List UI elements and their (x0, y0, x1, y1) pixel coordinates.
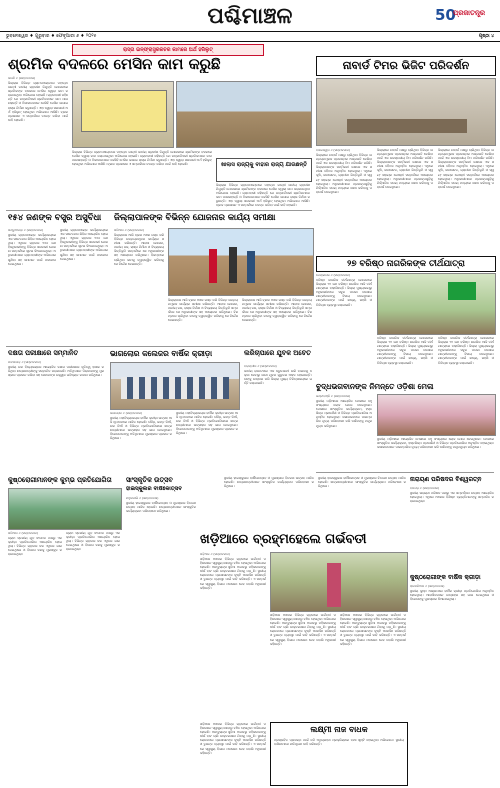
masthead-title: ପଶ୍ଚିମାଞ୍ଚଳ (207, 4, 293, 29)
headline-cultural: ସାଂସ୍କୃତିକ ଉତ୍ସବ (126, 476, 173, 484)
brand-name: ପ୍ରଜାତନ୍ତ୍ର (453, 9, 486, 17)
page-number: ପୃଷ୍ଠା ୪ (478, 34, 494, 39)
headline-scooter: ନାରାୟଣ ପରିଷଦର ବିଶ୍ୱରତ୍ନ (410, 476, 482, 483)
byline-workers: ଭରଣି ୬ (ସମ୍ବାଦଦାତା) (8, 76, 36, 80)
jubilee-logo (435, 6, 495, 30)
headline-fair: ବୁଦ୍ଧଭଗବାନଙ୍କ ନିମନ୍ତେ ଓଡ଼ିଶା ମେଳା (316, 382, 434, 391)
byline-youth: ଖରିଆର ୬ (ସମ୍ବାଦଦାତା) (8, 531, 38, 535)
kicker-text: ରାସ୍ତା ଇନ୍‌ଫ୍ରାସ୍ଟ୍ରକଚର କାମରେ ଅର୍ଥ ହରିଲୁଟ୍ (123, 47, 213, 53)
byline-accident: ବଲାଙ୍ଗୀର ୬ (ସମ୍ବାଦଦାତା) (244, 364, 277, 368)
headline-nabard: ନାବାର୍ଡ ଟିମର ଭିଜିଟ ପରିଦର୍ଶନ (342, 59, 470, 72)
body-fair-1: ସ୍ଥାନୀୟ ପଡ଼ିଆରେ ଆୟୋଜିତ ମେଳାରେ ବହୁ ସଂଖ୍ୟାରେ ଲୋକ ଯୋଗ ଦେଇଥିଲେ। ମେଳାରେ ସାଂସ୍କୃତିକ କାର୍ଯ୍ୟକ୍ରମ, ହସ୍ତଶିଳ୍ପ ପ୍ରଦର୍ଶନୀ ଓ ବିଭିନ୍ନ ପ୍ରତିଯୋଗିତା ଅନୁଷ୍ଠିତ ହୋଇଥିଲା। କଳାକାରମାନେ ପାରମ୍ପରିକ ନୃତ୍ୟ ପରିବେଷଣ କରି ଦର୍ଶକଙ୍କୁ ମନ୍ତ୍ରମୁଗ୍ଧ କରିଥିଲେ। (316, 399, 372, 428)
headline-workers: ଶ୍ରମିକ ବଦଳରେ ମେସିନ କାମ କରୁଛି (8, 55, 221, 73)
body-cultural-3: ସ୍ଥାନୀୟ ହାଇସ୍କୁଲର ବାର୍ଷିକୋତ୍ସବ ଓ ପୁରସ୍କାର ବିତରଣ ଉତ୍ସବ ପାଳିତ ହୋଇଛି। ଛାତ୍ରଛାତ୍ରୀମାନେ ସାଂସ୍କୃତିକ କାର୍ଯ୍ୟକ୍ରମ ପରିବେଷଣ କରିଥିଲେ। (318, 476, 406, 489)
body-sidebar-sports: ସ୍ଥାନୀୟ କୁଷ୍ଠ ଆଶ୍ରମରେ ବାର୍ଷିକ କ୍ରୀଡ଼ା ପ୍ରତିଯୋଗିତା ଅନୁଷ୍ଠିତ ହୋଇଥିଲା। ଆବାସିକମାନେ ଉତ୍ସାହର ସହ ଭାଗ ନେଇଥିଲେ ଓ ବିଜେତାଙ୍କୁ ପୁରସ୍କାର ଦିଆଯାଇଥିଲା। (410, 589, 494, 602)
body-collector-3: ଜିଲ୍ଲାପାଳ ଆଜି ବ୍ଲକ ଅଞ୍ଚଳ ଗସ୍ତ କରି ବିଭିନ୍ନ ଉନ୍ନୟନମୂଳକ କାର୍ଯ୍ୟର ସମୀକ୍ଷା କରିଛନ୍ତି। ଆବାସ ଯୋଜନା, ପାନୀୟ ଜଳ, ରାସ୍ତା ନିର୍ମାଣ ଓ ବିଦ୍ୟାଳୟ ଭିତ୍ତିଭୂମି ସମ୍ପର୍କରେ ସେ ଅଧିକାରୀଙ୍କ ସହ ଆଲୋଚନା କରିଥିଲେ। ବିଳମ୍ବରେ ଚାଲିଥିବା କାମକୁ ତ୍ୱରାନ୍ୱିତ କରିବାକୁ ସେ ନିର୍ଦ୍ଦେଶ ଦେଇଛନ୍ତି। (242, 298, 312, 323)
body-pilgrimage-3: ବରିଷ୍ଠ ନାଗରିକ ତୀର୍ଥଯାତ୍ରା ଯୋଜନାରେ ଜିଲ୍ଲାର ୨୭ ଜଣ ବରିଷ୍ଠ ନାଗରିକ ଆଜି ତୀର୍ଥଯାତ୍ରାରେ ବାହାରିଛନ୍ତି। ଜିଲ୍ଲା ମୁଖ୍ୟାଳୟରୁ ଅଧିକାରୀମାନେ ସବୁଜ ପତାକା ଦେଖାଇ ଯାତ୍ରୀମାନଙ୍କୁ ବିଦାୟ ଦେଇଥିଲେ। ଯାତ୍ରୀମାନଙ୍କ ପାଇଁ ଖାଦ୍ୟ, ରହଣି ଓ ଚିକିତ୍ସା ବ୍ୟବସ୍ଥା କରାଯାଇଛି। (438, 336, 494, 365)
photo-signboard (72, 81, 174, 148)
subhead-box (216, 158, 312, 182)
body-workers-tail: ଜିଲ୍ଲାର ବିଭିନ୍ନ ଗ୍ରାମପଞ୍ଚାୟତରେ ମହାତ୍ମା ଗାନ୍ଧୀ ଜାତୀୟ ଗ୍ରାମୀଣ ନିଯୁକ୍ତି ଯୋଜନାରେ ଶ୍ରମିକଙ୍କ ବଦଳରେ ମେସିନ ଦ୍ୱାରା କାମ କରାଯାଉଥିବା ଅଭିଯୋଗ ହୋଇଛି। ଗ୍ରାମବାସୀ କହିଛନ୍ତି ଯେ ଜବ୍‌କାର୍ଡଧାରୀ ଶ୍ରମିକମାନେ କାମ ପାଉନାହାନ୍ତି ଓ ଠିକାଦାରମାନେ ଜେସିବି ମେସିନ ଲଗାଇ ରାସ୍ତା ନିର୍ମାଣ କରୁଛନ୍ତି। ଏହା ଦ୍ୱାରା ସରକାରୀ ଅର୍ଥ ହରିଲୁଟ୍ ହେଉଥିବା ଅଭିଯୋଗ ଆସିଛି। ବ୍ଲକ ପ୍ରଶାସନ ଏ ସମ୍ପର୍କରେ ତଦନ୍ତ କରିବା ପାଇଁ ଦାବି ହୋଇଛି। (216, 183, 310, 207)
photo-road-work (176, 81, 312, 148)
byline-pregnant: ଖଡ଼ିଆଳ ୬ (ସମ୍ବାଦଦାତା) (200, 552, 230, 556)
subhead-text: ଖାଲାସ ରାଜ୍ୟକୁ ବାହାର ରାଜ୍ୟ ଯାଉଛନ୍ତି (220, 162, 308, 168)
jubilee-number: 50 (435, 6, 456, 24)
body-nabard-3: ଜିଲ୍ଲାରେ ନାବାର୍ଡ ପକ୍ଷରୁ ଚାଲିଥିବା ବିଭିନ୍ନ ଉନ୍ନୟନମୂଳକ ପ୍ରକଳ୍ପର ଅଗ୍ରଗତି ଦେଖିବା ପାଇଁ ଏକ ଉଚ୍ଚସ୍ତରୀୟ ଟିମ ପରିଦର୍ଶନ କରିଛି। ଜିଲ୍ଲାପାଳଙ୍କ ସମ୍ମିଳନୀ କକ୍ଷରେ ଏକ ସମୀକ୍ଷା ବୈଠକ ଅନୁଷ୍ଠିତ ହୋଇଥିଲା। ଏଥିରେ କୃଷି, ଜଳସେଚନ, ଗ୍ରାମୀଣ ଭିତ୍ତିଭୂମି ଓ ସ୍ୱୟଂ ସହାୟକ ଗୋଷ୍ଠୀ ସମ୍ପର୍କରେ ଆଲୋଚନା ହୋଇଥିଲା। ଅଧିକାରୀମାନେ ପ୍ରକଳ୍ପଗୁଡ଼ିକୁ ନିର୍ଦ୍ଧାରିତ ସମୟ ମଧ୍ୟରେ ଶେଷ କରିବାକୁ ପରାମର୍ଶ ଦେଇଥିଲେ। (438, 148, 494, 189)
body-pilgrimage-2: ବରିଷ୍ଠ ନାଗରିକ ତୀର୍ଥଯାତ୍ରା ଯୋଜନାରେ ଜିଲ୍ଲାର ୨୭ ଜଣ ବରିଷ୍ଠ ନାଗରିକ ଆଜି ତୀର୍ଥଯାତ୍ରାରେ ବାହାରିଛନ୍ତି। ଜିଲ୍ଲା ମୁଖ୍ୟାଳୟରୁ ଅଧିକାରୀମାନେ ସବୁଜ ପତାକା ଦେଖାଇ ଯାତ୍ରୀମାନଙ୍କୁ ବିଦାୟ ଦେଇଥିଲେ। ଯାତ୍ରୀମାନଙ୍କ ପାଇଁ ଖାଦ୍ୟ, ରହଣି ଓ ଚିକିତ୍ସା ବ୍ୟବସ୍ଥା କରାଯାଇଛି। (377, 336, 433, 365)
byline-nabard: ବାଲେଶ୍ୱର ୬ (ସମ୍ବାଦଦାତା) (316, 148, 350, 152)
byline-cultural: ମହୁଲପାଲି ୬ (ସମ୍ବାଦଦାତା) (126, 496, 159, 500)
headline-meeting: ୧୫୪ ଜଣଙ୍କ ବସ୍ତ୍ର ଅସୁବିଧା (8, 213, 102, 223)
headline-lakshmi: ଲକ୍ଷ୍ମୀ ନାଜ ବାଧକ (310, 725, 368, 734)
body-nabard-1: ଜିଲ୍ଲାରେ ନାବାର୍ଡ ପକ୍ଷରୁ ଚାଲିଥିବା ବିଭିନ୍ନ ଉନ୍ନୟନମୂଳକ ପ୍ରକଳ୍ପର ଅଗ୍ରଗତି ଦେଖିବା ପାଇଁ ଏକ ଉଚ୍ଚସ୍ତରୀୟ ଟିମ ପରିଦର୍ଶନ କରିଛି। ଜିଲ୍ଲାପାଳଙ୍କ ସମ୍ମିଳନୀ କକ୍ଷରେ ଏକ ସମୀକ୍ଷା ବୈଠକ ଅନୁଷ୍ଠିତ ହୋଇଥିଲା। ଏଥିରେ କୃଷି, ଜଳସେଚନ, ଗ୍ରାମୀଣ ଭିତ୍ତିଭୂମି ଓ ସ୍ୱୟଂ ସହାୟକ ଗୋଷ୍ଠୀ ସମ୍ପର୍କରେ ଆଲୋଚନା ହୋଇଥିଲା। ଅଧିକାରୀମାନେ ପ୍ରକଳ୍ପଗୁଡ଼ିକୁ ନିର୍ଦ୍ଧାରିତ ସମୟ ମଧ୍ୟରେ ଶେଷ କରିବାକୁ ପରାମର୍ଶ ଦେଇଥିଲେ। (316, 153, 372, 194)
headline-accident: ଲରିଚାପାରେ ଯୁବକ ଅଚେତ (244, 349, 311, 357)
body-pilgrimage-1: ବରିଷ୍ଠ ନାଗରିକ ତୀର୍ଥଯାତ୍ରା ଯୋଜନାରେ ଜିଲ୍ଲାର ୨୭ ଜଣ ବରିଷ୍ଠ ନାଗରିକ ଆଜି ତୀର୍ଥଯାତ୍ରାରେ ବାହାରିଛନ୍ତି। ଜିଲ୍ଲା ମୁଖ୍ୟାଳୟରୁ ଅଧିକାରୀମାନେ ସବୁଜ ପତାକା ଦେଖାଇ ଯାତ୍ରୀମାନଙ୍କୁ ବିଦାୟ ଦେଇଥିଲେ। ଯାତ୍ରୀମାନଙ୍କ ପାଇଁ ଖାଦ୍ୟ, ରହଣି ଓ ଚିକିତ୍ସା ବ୍ୟବସ୍ଥା କରାଯାଇଛି। (316, 278, 372, 307)
photo-collector (168, 228, 314, 296)
photo-fair (377, 394, 496, 436)
headline-box-pilgrimage (316, 256, 496, 272)
headline-box-nabard (316, 56, 496, 76)
body-youth-1: ଗ୍ରାମ ସ୍ତରୀୟ ଯୁବ ସଂଗଠନ ପକ୍ଷରୁ ଏକ କ୍ରୀଡ଼ା ପ୍ରତିଯୋଗିତା ଆୟୋଜିତ ହୋଇଥିଲା। ବିଭିନ୍ନ ଗ୍ରାମର ଦଳ ଏଥିରେ ଭାଗ ନେଇଥିଲେ ଓ ବିଜେତା ଦଳକୁ ପୁରସ୍କୃତ କରାଯାଇଥିଲା। (8, 536, 62, 557)
headline-sports: ଦକ୍ଷତା ପରୀକ୍ଷାରେ ସମ୍ମାନିତ (8, 349, 79, 357)
byline-sports: ପାଟଣାଗଡ଼ ୬ (ସମ୍ବାଦଦାତା) (8, 360, 41, 364)
body-pregnant-1: ଖଡ଼ିଆଳ ଅଞ୍ଚଳର ବିଭିନ୍ନ ଗ୍ରାମରେ ଗର୍ଭବତୀ ମହିଳାମାନେ ସ୍ୱାସ୍ଥ୍ୟ ସେବାରୁ ବଞ୍ଚିତ ହେଉଥିବା ଅଭିଯୋଗ ହୋଇଛି। ଆମ୍ବୁଲାନ୍ସ ସୁବିଧା ଅଭାବରୁ ମହିଳାମାନଙ୍କୁ ଦୀର୍ଘ ବାଟ ଚାଲି ଡାକ୍ତରଖାନା ଯିବାକୁ ପଡ଼ୁଛି। ସ୍ଥାନୀୟ ଲୋକମାନେ ପ୍ରଶାସନଙ୍କ ଦୃଷ୍ଟି ଆକର୍ଷଣ କରିଛନ୍ତି ଓ ତୁରନ୍ତ ବ୍ୟବସ୍ଥା ପାଇଁ ଦାବି କରିଛନ୍ତି। ଏ ସମ୍ପର୍କରେ ସ୍ୱାସ୍ଥ୍ୟ ବିଭାଗ ପଦକ୍ଷେପ ନେବ ବୋଲି ଅଧିକାରୀ କହିଛନ୍ତି। (200, 557, 266, 590)
byline-pilgrimage: ଡେଙ୍କାନାଳ ୬ (ସମ୍ବାଦଦାତା) (316, 273, 350, 277)
body-cultural-2: ସ୍ଥାନୀୟ ହାଇସ୍କୁଲର ବାର୍ଷିକୋତ୍ସବ ଓ ପୁରସ୍କାର ବିତରଣ ଉତ୍ସବ ପାଳିତ ହୋଇଛି। ଛାତ୍ରଛାତ୍ରୀମାନେ ସାଂସ୍କୃତିକ କାର୍ଯ୍ୟକ୍ରମ ପରିବେଷଣ କରିଥିଲେ। (224, 476, 314, 489)
photo-youth (8, 488, 122, 530)
subhead-cultural: ହାଇସ୍କୁଲର ବାର୍ଷିକୋତ୍ସବ (126, 486, 182, 492)
body-workers: ଜିଲ୍ଲାର ବିଭିନ୍ନ ଗ୍ରାମପଞ୍ଚାୟତରେ ମହାତ୍ମା ଗାନ୍ଧୀ ଜାତୀୟ ଗ୍ରାମୀଣ ନିଯୁକ୍ତି ଯୋଜନାରେ ଶ୍ରମିକଙ୍କ ବଦଳରେ ମେସିନ ଦ୍ୱାରା କାମ କରାଯାଉଥିବା ଅଭିଯୋଗ ହୋଇଛି। ଗ୍ରାମବାସୀ କହିଛନ୍ତି ଯେ ଜବ୍‌କାର୍ଡଧାରୀ ଶ୍ରମିକମାନେ କାମ ପାଉନାହାନ୍ତି ଓ ଠିକାଦାରମାନେ ଜେସିବି ମେସିନ ଲଗାଇ ରାସ୍ତା ନିର୍ମାଣ କରୁଛନ୍ତି। ଏହା ଦ୍ୱାରା ସରକାରୀ ଅର୍ଥ ହରିଲୁଟ୍ ହେଉଥିବା ଅଭିଯୋଗ ଆସିଛି। ବ୍ଲକ ପ୍ରଶାସନ ଏ ସମ୍ପର୍କରେ ତଦନ୍ତ କରିବା ପାଇଁ ଦାବି ହୋଇଛି। (8, 81, 68, 122)
body-workers-cont: ଜିଲ୍ଲାର ବିଭିନ୍ନ ଗ୍ରାମପଞ୍ଚାୟତରେ ମହାତ୍ମା ଗାନ୍ଧୀ ଜାତୀୟ ଗ୍ରାମୀଣ ନିଯୁକ୍ତି ଯୋଜନାରେ ଶ୍ରମିକଙ୍କ ବଦଳରେ ମେସିନ ଦ୍ୱାରା କାମ କରାଯାଉଥିବା ଅଭିଯୋଗ ହୋଇଛି। ଗ୍ରାମବାସୀ କହିଛନ୍ତି ଯେ ଜବ୍‌କାର୍ଡଧାରୀ ଶ୍ରମିକମାନେ କାମ ପାଉନାହାନ୍ତି ଓ ଠିକାଦାରମାନେ ଜେସିବି ମେସିନ ଲଗାଇ ରାସ୍ତା ନିର୍ମାଣ କରୁଛନ୍ତି। ଏହା ଦ୍ୱାରା ସରକାରୀ ଅର୍ଥ ହରିଲୁଟ୍ ହେଉଥିବା ଅଭିଯୋଗ ଆସିଛି। ବ୍ଲକ ପ୍ରଶାସନ ଏ ସମ୍ପର୍କରେ ତଦନ୍ତ କରିବା ପାଇଁ ଦାବି ହୋଇଛି। (72, 150, 212, 167)
headline-sidebar-sports: କୁଷ୍ଠରୋଗୀଙ୍କ ବାର୍ଷିକ କ୍ରୀଡ଼ା (410, 574, 481, 581)
body-pregnant-3: ଖଡ଼ିଆଳ ଅଞ୍ଚଳର ବିଭିନ୍ନ ଗ୍ରାମରେ ଗର୍ଭବତୀ ମହିଳାମାନେ ସ୍ୱାସ୍ଥ୍ୟ ସେବାରୁ ବଞ୍ଚିତ ହେଉଥିବା ଅଭିଯୋଗ ହୋଇଛି। ଆମ୍ବୁଲାନ୍ସ ସୁବିଧା ଅଭାବରୁ ମହିଳାମାନଙ୍କୁ ଦୀର୍ଘ ବାଟ ଚାଲି ଡାକ୍ତରଖାନା ଯିବାକୁ ପଡ଼ୁଛି। ସ୍ଥାନୀୟ ଲୋକମାନେ ପ୍ରଶାସନଙ୍କ ଦୃଷ୍ଟି ଆକର୍ଷଣ କରିଛନ୍ତି ଓ ତୁରନ୍ତ ବ୍ୟବସ୍ଥା ପାଇଁ ଦାବି କରିଛନ୍ତି। ଏ ସମ୍ପର୍କରେ ସ୍ୱାସ୍ଥ୍ୟ ବିଭାଗ ପଦକ୍ଷେପ ନେବ ବୋଲି ଅଧିକାରୀ କହିଛନ୍ତି। (340, 613, 406, 646)
divider (6, 346, 312, 347)
body-meeting-1: ସ୍ଥାନୀୟ ଗ୍ରାମପଞ୍ଚାୟତ କାର୍ଯ୍ୟାଳୟରେ ଏକ ସଚେତନତା ଶିବିର ଆୟୋଜିତ ହୋଇଥିଲା। ଏଥିରେ ଗ୍ରାମର ୧୫୪ ଜଣ ହିତାଧିକାରୀଙ୍କୁ ବିଭିନ୍ନ ସରକାରୀ ଯୋଜନା ସମ୍ପର୍କରେ ସୂଚନା ଦିଆଯାଇଥିଲା। ଅଧିକାରୀମାନେ ଗ୍ରାମବାସୀଙ୍କ ଅଭିଯୋଗ ଶୁଣିବା ସହ ସମାଧାନ ପାଇଁ ପଦକ୍ଷେପ ନେଇଥିଲେ। (8, 233, 56, 266)
byline-college: ଭାଗଲୋର ୬ (ସମ୍ବାଦଦାତା) (110, 411, 143, 415)
byline-scooter: ବରଗଡ଼ ୬ (ସମ୍ବାଦଦାତା) (410, 486, 440, 490)
body-cultural: ସ୍ଥାନୀୟ ହାଇସ୍କୁଲର ବାର୍ଷିକୋତ୍ସବ ଓ ପୁରସ୍କାର ବିତରଣ ଉତ୍ସବ ପାଳିତ ହୋଇଛି। ଛାତ୍ରଛାତ୍ରୀମାନେ ସାଂସ୍କୃତିକ କାର୍ଯ୍ୟକ୍ରମ ପରିବେଷଣ କରିଥିଲେ। (126, 501, 196, 514)
body-scooter: ସ୍ଥାନୀୟ ନାରାୟଣ ପରିଷଦ ପକ୍ଷରୁ ଏକ ସମ୍ବର୍ଦ୍ଧନା ଉତ୍ସବ ଆୟୋଜିତ ହୋଇଥିଲା। ଏଥିରେ ଅଞ୍ଚଳର ବିଶିଷ୍ଟ ବ୍ୟକ୍ତିମାନଙ୍କୁ ସମ୍ମାନିତ କରାଯାଇଥିଲା। (410, 491, 494, 504)
body-lakshmi: ପ୍ରସ୍ତାବିତ ପ୍ରକଳ୍ପ ପାଇଁ ଜମି ଅଧିଗ୍ରହଣ ପ୍ରକ୍ରିୟାରେ ବାଧା ସୃଷ୍ଟି ହୋଇଥିବା ଅଭିଯୋଗ। ସ୍ଥାନୀୟ ବାସିନ୍ଦାମାନେ କ୍ଷତିପୂରଣ ଦାବି କରିଛନ୍ତି। (274, 738, 404, 747)
photo-college-group (110, 362, 240, 410)
headline-pilgrimage: ୨୭ ବରିଷ୍ଠ ନାଗରିକଙ୍କ ତୀର୍ଥଯାତ୍ରା (347, 259, 465, 269)
body-youth-2: ଗ୍ରାମ ସ୍ତରୀୟ ଯୁବ ସଂଗଠନ ପକ୍ଷରୁ ଏକ କ୍ରୀଡ଼ା ପ୍ରତିଯୋଗିତା ଆୟୋଜିତ ହୋଇଥିଲା। ବିଭିନ୍ନ ଗ୍ରାମର ଦଳ ଏଥିରେ ଭାଗ ନେଇଥିଲେ ଓ ବିଜେତା ଦଳକୁ ପୁରସ୍କୃତ କରାଯାଇଥିଲା। (66, 531, 120, 552)
photo-meeting (316, 78, 496, 146)
body-college-1: ସ୍ଥାନୀୟ ମହାବିଦ୍ୟାଳୟର ବାର୍ଷିକ କ୍ରୀଡ଼ା ଉତ୍ସବ ଆଜି ଧୂମଧାମରେ ପାଳିତ ହୋଇଛି। ଦୌଡ଼, ଲମ୍ବ ଡିଆଁ, ଉଚ୍ଚ ଡିଆଁ ଓ ବିଭିନ୍ନ ପ୍ରତିଯୋଗିତାରେ ଛାତ୍ରଛାତ୍ରୀମାନେ ଉତ୍ସାହର ସହ ଭାଗ ନେଇଥିଲେ। ବିଜେତାମାନଙ୍କୁ ଅତିଥିମାନେ ପୁରସ୍କାର ପ୍ରଦାନ କରିଥିଲେ। (110, 416, 172, 441)
byline-sidebar-sports: ରାଜଖରିଆର ୬ (ସମ୍ବାଦଦାତା) (410, 584, 445, 588)
photo-flag-off (377, 273, 496, 335)
box-lakshmi (270, 722, 408, 786)
headline-pregnant: ଖଡ଼ିଆରେ ବ୍ରହ୍ମହେଲେ ଗର୍ଭବତୀ (200, 532, 367, 547)
body-meeting-2: ସ୍ଥାନୀୟ ଗ୍ରାମପଞ୍ଚାୟତ କାର୍ଯ୍ୟାଳୟରେ ଏକ ସଚେତନତା ଶିବିର ଆୟୋଜିତ ହୋଇଥିଲା। ଏଥିରେ ଗ୍ରାମର ୧୫୪ ଜଣ ହିତାଧିକାରୀଙ୍କୁ ବିଭିନ୍ନ ସରକାରୀ ଯୋଜନା ସମ୍ପର୍କରେ ସୂଚନା ଦିଆଯାଇଥିଲା। ଅଧିକାରୀମାନେ ଗ୍ରାମବାସୀଙ୍କ ଅଭିଯୋଗ ଶୁଣିବା ସହ ସମାଧାନ ପାଇଁ ପଦକ୍ଷେପ ନେଇଥିଲେ। (60, 228, 108, 261)
body-pregnant-tail: ଖଡ଼ିଆଳ ଅଞ୍ଚଳର ବିଭିନ୍ନ ଗ୍ରାମରେ ଗର୍ଭବତୀ ମହିଳାମାନେ ସ୍ୱାସ୍ଥ୍ୟ ସେବାରୁ ବଞ୍ଚିତ ହେଉଥିବା ଅଭିଯୋଗ ହୋଇଛି। ଆମ୍ବୁଲାନ୍ସ ସୁବିଧା ଅଭାବରୁ ମହିଳାମାନଙ୍କୁ ଦୀର୍ଘ ବାଟ ଚାଲି ଡାକ୍ତରଖାନା ଯିବାକୁ ପଡ଼ୁଛି। ସ୍ଥାନୀୟ ଲୋକମାନେ ପ୍ରଶାସନଙ୍କ ଦୃଷ୍ଟି ଆକର୍ଷଣ କରିଛନ୍ତି ଓ ତୁରନ୍ତ ବ୍ୟବସ୍ଥା ପାଇଁ ଦାବି କରିଛନ୍ତି। ଏ ସମ୍ପର୍କରେ ସ୍ୱାସ୍ଥ୍ୟ ବିଭାଗ ପଦକ୍ଷେପ ନେବ ବୋଲି ଅଧିକାରୀ କହିଛନ୍ତି। (200, 722, 266, 755)
divider (6, 210, 312, 211)
body-collector-1: ଜିଲ୍ଲାପାଳ ଆଜି ବ୍ଲକ ଅଞ୍ଚଳ ଗସ୍ତ କରି ବିଭିନ୍ନ ଉନ୍ନୟନମୂଳକ କାର୍ଯ୍ୟର ସମୀକ୍ଷା କରିଛନ୍ତି। ଆବାସ ଯୋଜନା, ପାନୀୟ ଜଳ, ରାସ୍ତା ନିର୍ମାଣ ଓ ବିଦ୍ୟାଳୟ ଭିତ୍ତିଭୂମି ସମ୍ପର୍କରେ ସେ ଅଧିକାରୀଙ୍କ ସହ ଆଲୋଚନା କରିଥିଲେ। ବିଳମ୍ବରେ ଚାଲିଥିବା କାମକୁ ତ୍ୱରାନ୍ୱିତ କରିବାକୁ ସେ ନିର୍ଦ୍ଦେଶ ଦେଇଛନ୍ତି। (114, 233, 164, 266)
byline-fair: କଣ୍ଟାବାଞ୍ଜି ୬ (ସମ୍ବାଦଦାତା) (316, 394, 351, 398)
body-college-2: ସ୍ଥାନୀୟ ମହାବିଦ୍ୟାଳୟର ବାର୍ଷିକ କ୍ରୀଡ଼ା ଉତ୍ସବ ଆଜି ଧୂମଧାମରେ ପାଳିତ ହୋଇଛି। ଦୌଡ଼, ଲମ୍ବ ଡିଆଁ, ଉଚ୍ଚ ଡିଆଁ ଓ ବିଭିନ୍ନ ପ୍ରତିଯୋଗିତାରେ ଛାତ୍ରଛାତ୍ରୀମାନେ ଉତ୍ସାହର ସହ ଭାଗ ନେଇଥିଲେ। ବିଜେତାମାନଙ୍କୁ ଅତିଥିମାନେ ପୁରସ୍କାର ପ୍ରଦାନ କରିଥିଲେ। (176, 411, 238, 436)
body-sports: ସ୍ଥାନୀୟ ଉଚ୍ଚ ବିଦ୍ୟାଳୟରେ ଆୟୋଜିତ ଦକ୍ଷତା ପରୀକ୍ଷାରେ କୃତିତ୍ୱ ହାସଲ କରିଥିବା ଛାତ୍ରଛାତ୍ରୀଙ୍କୁ ସମ୍ମାନିତ କରାଯାଇଛି। ଅତିଥିମାନେ ପିଲାମାନଙ୍କୁ ପୁରସ୍କାର ପ୍ରଦାନ କରିବା ସହ ସେମାନଙ୍କ ଉଜ୍ଜ୍ୱଳ ଭବିଷ୍ୟତ କାମନା କରିଥିଲେ। (8, 365, 104, 378)
body-fair-2: ସ୍ଥାନୀୟ ପଡ଼ିଆରେ ଆୟୋଜିତ ମେଳାରେ ବହୁ ସଂଖ୍ୟାରେ ଲୋକ ଯୋଗ ଦେଇଥିଲେ। ମେଳାରେ ସାଂସ୍କୃତିକ କାର୍ଯ୍ୟକ୍ରମ, ହସ୍ତଶିଳ୍ପ ପ୍ରଦର୍ଶନୀ ଓ ବିଭିନ୍ନ ପ୍ରତିଯୋଗିତା ଅନୁଷ୍ଠିତ ହୋଇଥିଲା। କଳାକାରମାନେ ପାରମ୍ପରିକ ନୃତ୍ୟ ପରିବେଷଣ କରି ଦର୍ଶକଙ୍କୁ ମନ୍ତ୍ରମୁଗ୍ଧ କରିଥିଲେ। (377, 437, 494, 450)
masthead (0, 0, 500, 40)
divider (316, 472, 494, 473)
photo-pregnant (270, 552, 408, 612)
headline-collector: ଜିଲ୍ଲାପାଳଙ୍କ ବିଭିନ୍ନ ଯୋଜନାର କାର୍ଯ୍ୟ ସମୀକ୍ଷା (114, 213, 276, 223)
byline-collector: ଖରିଆର ୬ (ସମ୍ବାଦଦାତା) (114, 228, 144, 232)
body-nabard-2: ଜିଲ୍ଲାରେ ନାବାର୍ଡ ପକ୍ଷରୁ ଚାଲିଥିବା ବିଭିନ୍ନ ଉନ୍ନୟନମୂଳକ ପ୍ରକଳ୍ପର ଅଗ୍ରଗତି ଦେଖିବା ପାଇଁ ଏକ ଉଚ୍ଚସ୍ତରୀୟ ଟିମ ପରିଦର୍ଶନ କରିଛି। ଜିଲ୍ଲାପାଳଙ୍କ ସମ୍ମିଳନୀ କକ୍ଷରେ ଏକ ସମୀକ୍ଷା ବୈଠକ ଅନୁଷ୍ଠିତ ହୋଇଥିଲା। ଏଥିରେ କୃଷି, ଜଳସେଚନ, ଗ୍ରାମୀଣ ଭିତ୍ତିଭୂମି ଓ ସ୍ୱୟଂ ସହାୟକ ଗୋଷ୍ଠୀ ସମ୍ପର୍କରେ ଆଲୋଚନା ହୋଇଥିଲା। ଅଧିକାରୀମାନେ ପ୍ରକଳ୍ପଗୁଡ଼ିକୁ ନିର୍ଦ୍ଧାରିତ ସମୟ ମଧ୍ୟରେ ଶେଷ କରିବାକୁ ପରାମର୍ଶ ଦେଇଥିଲେ। (377, 148, 433, 189)
byline-meeting: ଖଣ୍ଡୁଆପଡ଼ା ୬ (ସମ୍ବାଦଦାତା) (8, 228, 44, 232)
body-collector-2: ଜିଲ୍ଲାପାଳ ଆଜି ବ୍ଲକ ଅଞ୍ଚଳ ଗସ୍ତ କରି ବିଭିନ୍ନ ଉନ୍ନୟନମୂଳକ କାର୍ଯ୍ୟର ସମୀକ୍ଷା କରିଛନ୍ତି। ଆବାସ ଯୋଜନା, ପାନୀୟ ଜଳ, ରାସ୍ତା ନିର୍ମାଣ ଓ ବିଦ୍ୟାଳୟ ଭିତ୍ତିଭୂମି ସମ୍ପର୍କରେ ସେ ଅଧିକାରୀଙ୍କ ସହ ଆଲୋଚନା କରିଥିଲେ। ବିଳମ୍ବରେ ଚାଲିଥିବା କାମକୁ ତ୍ୱରାନ୍ୱିତ କରିବାକୁ ସେ ନିର୍ଦ୍ଦେଶ ଦେଇଛନ୍ତି। (168, 298, 238, 323)
date-bar (0, 31, 500, 42)
body-accident: ଜାତୀୟ ରାଜପଥରେ ଏକ ଦ୍ରୁତଗାମୀ ଲରି ବାଇକକୁ ଧକ୍କା ଦେବାରୁ ଜଣେ ଯୁବକ ଗୁରୁତର ଆହତ ହୋଇଛନ୍ତି। ତାଙ୍କୁ ଉଦ୍ଧାର କରି ଜିଲ୍ଲା ମୁଖ୍ୟ ଚିକିତ୍ସାଳୟରେ ଭର୍ତ୍ତି କରାଯାଇଛି। (244, 369, 312, 386)
headline-college: ଭାଗଲୋର କଲେଜର ବାର୍ଷିକ କ୍ରୀଡ଼ା (110, 349, 213, 358)
body-pregnant-2: ଖଡ଼ିଆଳ ଅଞ୍ଚଳର ବିଭିନ୍ନ ଗ୍ରାମରେ ଗର୍ଭବତୀ ମହିଳାମାନେ ସ୍ୱାସ୍ଥ୍ୟ ସେବାରୁ ବଞ୍ଚିତ ହେଉଥିବା ଅଭିଯୋଗ ହୋଇଛି। ଆମ୍ବୁଲାନ୍ସ ସୁବିଧା ଅଭାବରୁ ମହିଳାମାନଙ୍କୁ ଦୀର୍ଘ ବାଟ ଚାଲି ଡାକ୍ତରଖାନା ଯିବାକୁ ପଡ଼ୁଛି। ସ୍ଥାନୀୟ ଲୋକମାନେ ପ୍ରଶାସନଙ୍କ ଦୃଷ୍ଟି ଆକର୍ଷଣ କରିଛନ୍ତି ଓ ତୁରନ୍ତ ବ୍ୟବସ୍ଥା ପାଇଁ ଦାବି କରିଛନ୍ତି। ଏ ସମ୍ପର୍କରେ ସ୍ୱାସ୍ଥ୍ୟ ବିଭାଗ ପଦକ୍ଷେପ ନେବ ବୋଲି ଅଧିକାରୀ କହିଛନ୍ତି। (270, 613, 336, 646)
headline-youth: କୁଷ୍ଠରୋଗୀମାନଙ୍କ କୁମ୍ଭ ପ୍ରତିଯୋଗିତା (8, 476, 112, 484)
dateline: ଭୁବନେଶ୍ୱର ♦ ଗୁରୁବାର ♦ ଫେବୃଆରୀ ୬ ♦ ୨୦୨୫ (6, 34, 97, 39)
